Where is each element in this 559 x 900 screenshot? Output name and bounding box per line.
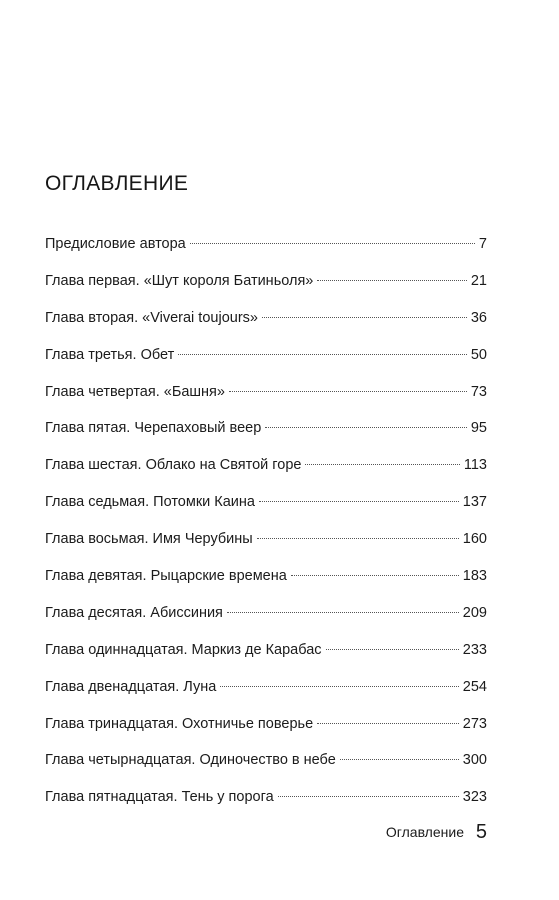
toc-entry [45,300,487,337]
toc-entry-page: 323 [462,789,487,806]
toc-entry-title: Глава шестая. Облако на Святой горе [45,457,302,474]
toc-entry-page: 36 [470,309,487,326]
toc-entry-title: Глава двенадцатая. Луна [45,678,217,695]
toc-entry [45,558,487,595]
toc-entry-title: Глава вторая. «Viverai toujours» [45,309,258,326]
toc-entry-page: 113 [463,457,487,474]
dot-leader [262,317,467,318]
toc-entry [45,337,487,374]
toc-heading: ОГЛАВЛЕНИЕ [45,172,189,195]
dot-leader [229,391,467,392]
toc-entry-page: 95 [470,420,487,437]
dot-leader [190,243,475,244]
toc-entry-page: 273 [462,715,487,732]
toc-entry-page: 209 [462,604,487,621]
toc-entry-title: Глава седьмая. Потомки Каина [45,494,255,511]
toc-entry-title: Глава десятая. Абиссиния [45,604,223,621]
toc-entry [45,742,487,779]
toc-entry-title: Глава тринадцатая. Охотничье поверье [45,715,314,732]
dot-leader [227,612,459,613]
toc-entry-page: 183 [462,568,487,585]
toc-entry-title: Глава восьмая. Имя Черубины [45,531,253,548]
toc-entry [45,706,487,743]
toc-entry [45,595,487,632]
toc-entry-page: 7 [478,236,487,252]
dot-leader [278,796,459,797]
toc-entry [45,447,487,484]
dot-leader [305,464,459,465]
toc-entry-title: Глава четвертая. «Башня» [45,383,225,400]
toc-entry-page: 137 [462,494,487,511]
dot-leader [220,686,459,687]
toc-entry-title: Предисловие автора [45,236,186,252]
toc-entry [45,521,487,558]
toc-entry-title: Глава третья. Обет [45,346,175,363]
toc-entry-title: Глава пятнадцатая. Тень у порога [45,789,274,806]
dot-leader [317,280,466,281]
toc-entry-title: Глава девятая. Рыцарские времена [45,568,287,585]
toc-entry [45,226,487,263]
dot-leader [259,501,459,502]
dot-leader [257,538,459,539]
toc-list [45,226,487,816]
footer-label: Оглавление [385,824,464,840]
dot-leader [265,427,467,428]
toc-entry [45,374,487,411]
toc-entry [45,410,487,447]
dot-leader [178,354,467,355]
toc-entry-title: Глава одиннадцатая. Маркиз де Карабас [45,641,322,658]
toc-entry-page: 300 [462,752,487,769]
dot-leader [317,723,459,724]
toc-entry [45,632,487,669]
dot-leader [291,575,459,576]
toc-entry-page: 160 [462,531,487,548]
toc-entry-page: 233 [462,641,487,658]
toc-entry-page: 50 [470,346,487,363]
toc-entry-title: Глава пятая. Черепаховый веер [45,420,262,437]
toc-entry [45,484,487,521]
toc-entry [45,263,487,300]
toc-entry-title: Глава первая. «Шут короля Батиньоля» [45,272,314,289]
toc-entry [45,669,487,706]
dot-leader [326,649,459,650]
footer-page-number: 5 [475,821,487,843]
toc-entry-page: 73 [470,383,487,400]
running-footer [0,821,487,844]
toc-entry [45,779,487,816]
dot-leader [340,759,459,760]
toc-entry-title: Глава четырнадцатая. Одиночество в небе [45,752,336,769]
toc-entry-page: 254 [462,678,487,695]
toc-entry-page: 21 [470,272,487,289]
